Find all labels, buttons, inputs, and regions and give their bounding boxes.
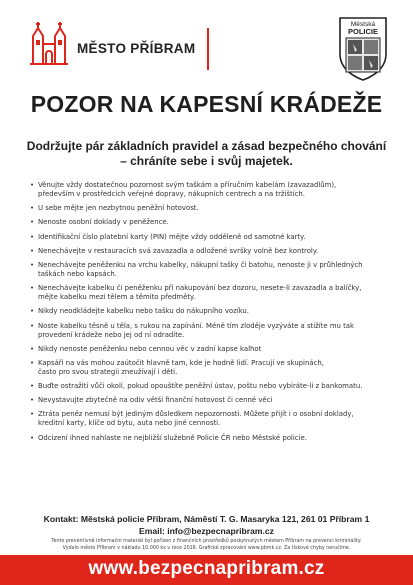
tip-line: taškách nebo kapsách. — [38, 269, 117, 278]
website-link[interactable]: www.bezpecnapribram.cz — [88, 558, 325, 579]
tip-line: • Věnujte vždy dostatečnou pozornost svým taškám a příručním kabelám (zavazadlům), — [38, 181, 337, 189]
tip-line: • Nenoste osobní doklady v peněžence. — [38, 218, 169, 227]
tip-line: • Nevystavujte zbytečně na odiv větší finanční hotovost či cenné věci — [38, 396, 273, 405]
list-item — [30, 382, 392, 391]
header-divider — [207, 28, 209, 70]
tip-line: • Buďte ostražití vůči okolí, pokud opouštíte peněžní ústav, poštu nebo vybíráte-li z bankomatu. — [38, 382, 363, 391]
tip-line: • Nenechávejte v restauracích svá zavazadla a odložené svršky volně bez kontroly. — [38, 246, 319, 255]
subtitle-line-2: – chráníte sebe i svůj majetek. — [120, 154, 293, 168]
tip-line: • Nikdy nenoste peněženku nebo cennou věc v zadní kapse kalhot — [38, 344, 262, 353]
page-title: POZOR NA KAPESNÍ KRÁDEŽE — [30, 91, 383, 117]
tip-line: • Nenechávejte peněženku na vrchu kabelky, nákupní tašky či batohu, nenoste ji v průhledných — [38, 260, 363, 269]
police-badge-line1: Městská — [350, 21, 376, 28]
list-item — [30, 247, 392, 256]
list-item — [30, 345, 392, 354]
list-item — [30, 396, 392, 405]
tip-line: • Kapsáři na vás mohou zaútočit hlavně tam, kde je hodně lidí. Pracují ve skupinách, — [38, 358, 324, 367]
contact-address: Kontakt: Městská policie Příbram, Náměstí T. G. Masaryka 121, 261 01 Příbram 1 — [43, 514, 370, 524]
police-badge-line2: POLICIE — [347, 27, 379, 36]
footnote — [10, 539, 403, 552]
subtitle-line-1: Dodržujte pár základních pravidel a zásad bezpečného chování — [26, 139, 387, 153]
tip-line: kreditní karty, klíče od bytu, auta nebo jiné cennosti. — [38, 419, 221, 428]
tip-line: • Odcizení ihned nahlaste ne nejbližší služebně Policie ČR nebo Městské policie. — [38, 433, 307, 442]
tip-line: • Identifikační číslo platební karty (PIN) mějte vždy odděleně od samotné karty. — [38, 232, 306, 241]
police-crest-icon — [338, 16, 388, 82]
tip-line: provedení krádeže nebo jej od ní odradíte. — [38, 330, 185, 339]
list-item — [30, 284, 392, 302]
list-item — [30, 359, 392, 377]
tips-list — [30, 181, 392, 448]
tip-line: • Noste kabelku těsně u těla, s rukou na zapínání. Méně tím zloděje vyzýváte a stižíte mu tak — [38, 321, 355, 330]
subtitle — [20, 139, 393, 169]
footnote-line-2: Vydalo město Příbram v nákladu 10.000 ks v roce 2016. Grafické zpracování www.pbmk.cz. Za tiskové chyby neručíme. — [62, 545, 351, 551]
list-item — [30, 261, 392, 279]
list-item — [30, 434, 392, 443]
list-item — [30, 410, 392, 428]
tip-line: • Nikdy neodkládejte kabelku nebo tašku do nákupního vozíku. — [38, 307, 249, 316]
tip-line: • U sebe mějte jen nezbytnou peněžní hotovost. — [38, 204, 199, 213]
tip-line: • Nenechávejte kabelku či peněženku při nakupování bez dozoru, nesete-li zavazadla a balíčky, — [38, 284, 362, 293]
list-item — [30, 181, 392, 199]
tip-line: především v prostředcích veřejné dopravy, nákupních centrech a na tržištích. — [38, 190, 305, 198]
church-towers-icon — [28, 20, 70, 66]
tip-line: • Ztráta peněz nemusí být jediným důsledkem nepozornosti. Můžete přijít i o osobní doklady, — [38, 410, 354, 419]
list-item — [30, 233, 392, 242]
header — [0, 0, 413, 88]
website-banner — [0, 555, 413, 585]
tip-line: často pro svou strategii zneužívají i děti. — [38, 367, 178, 376]
city-name: MĚSTO PŘÍBRAM — [77, 41, 196, 56]
list-item — [30, 204, 392, 213]
contact-block — [0, 513, 413, 537]
list-item — [30, 218, 392, 227]
tip-line: mějte kabelku mezi tělem a těmito předměty. — [38, 293, 196, 302]
footnote-line-1: Tento preventivně informační materiál byl pořízen z finančních prostředků poskytnutých městem Příbram na prevenci kriminality. — [51, 539, 362, 544]
list-item — [30, 322, 392, 340]
contact-email-link[interactable]: Email: info@bezpecnapribram.cz — [139, 526, 274, 536]
list-item — [30, 307, 392, 316]
